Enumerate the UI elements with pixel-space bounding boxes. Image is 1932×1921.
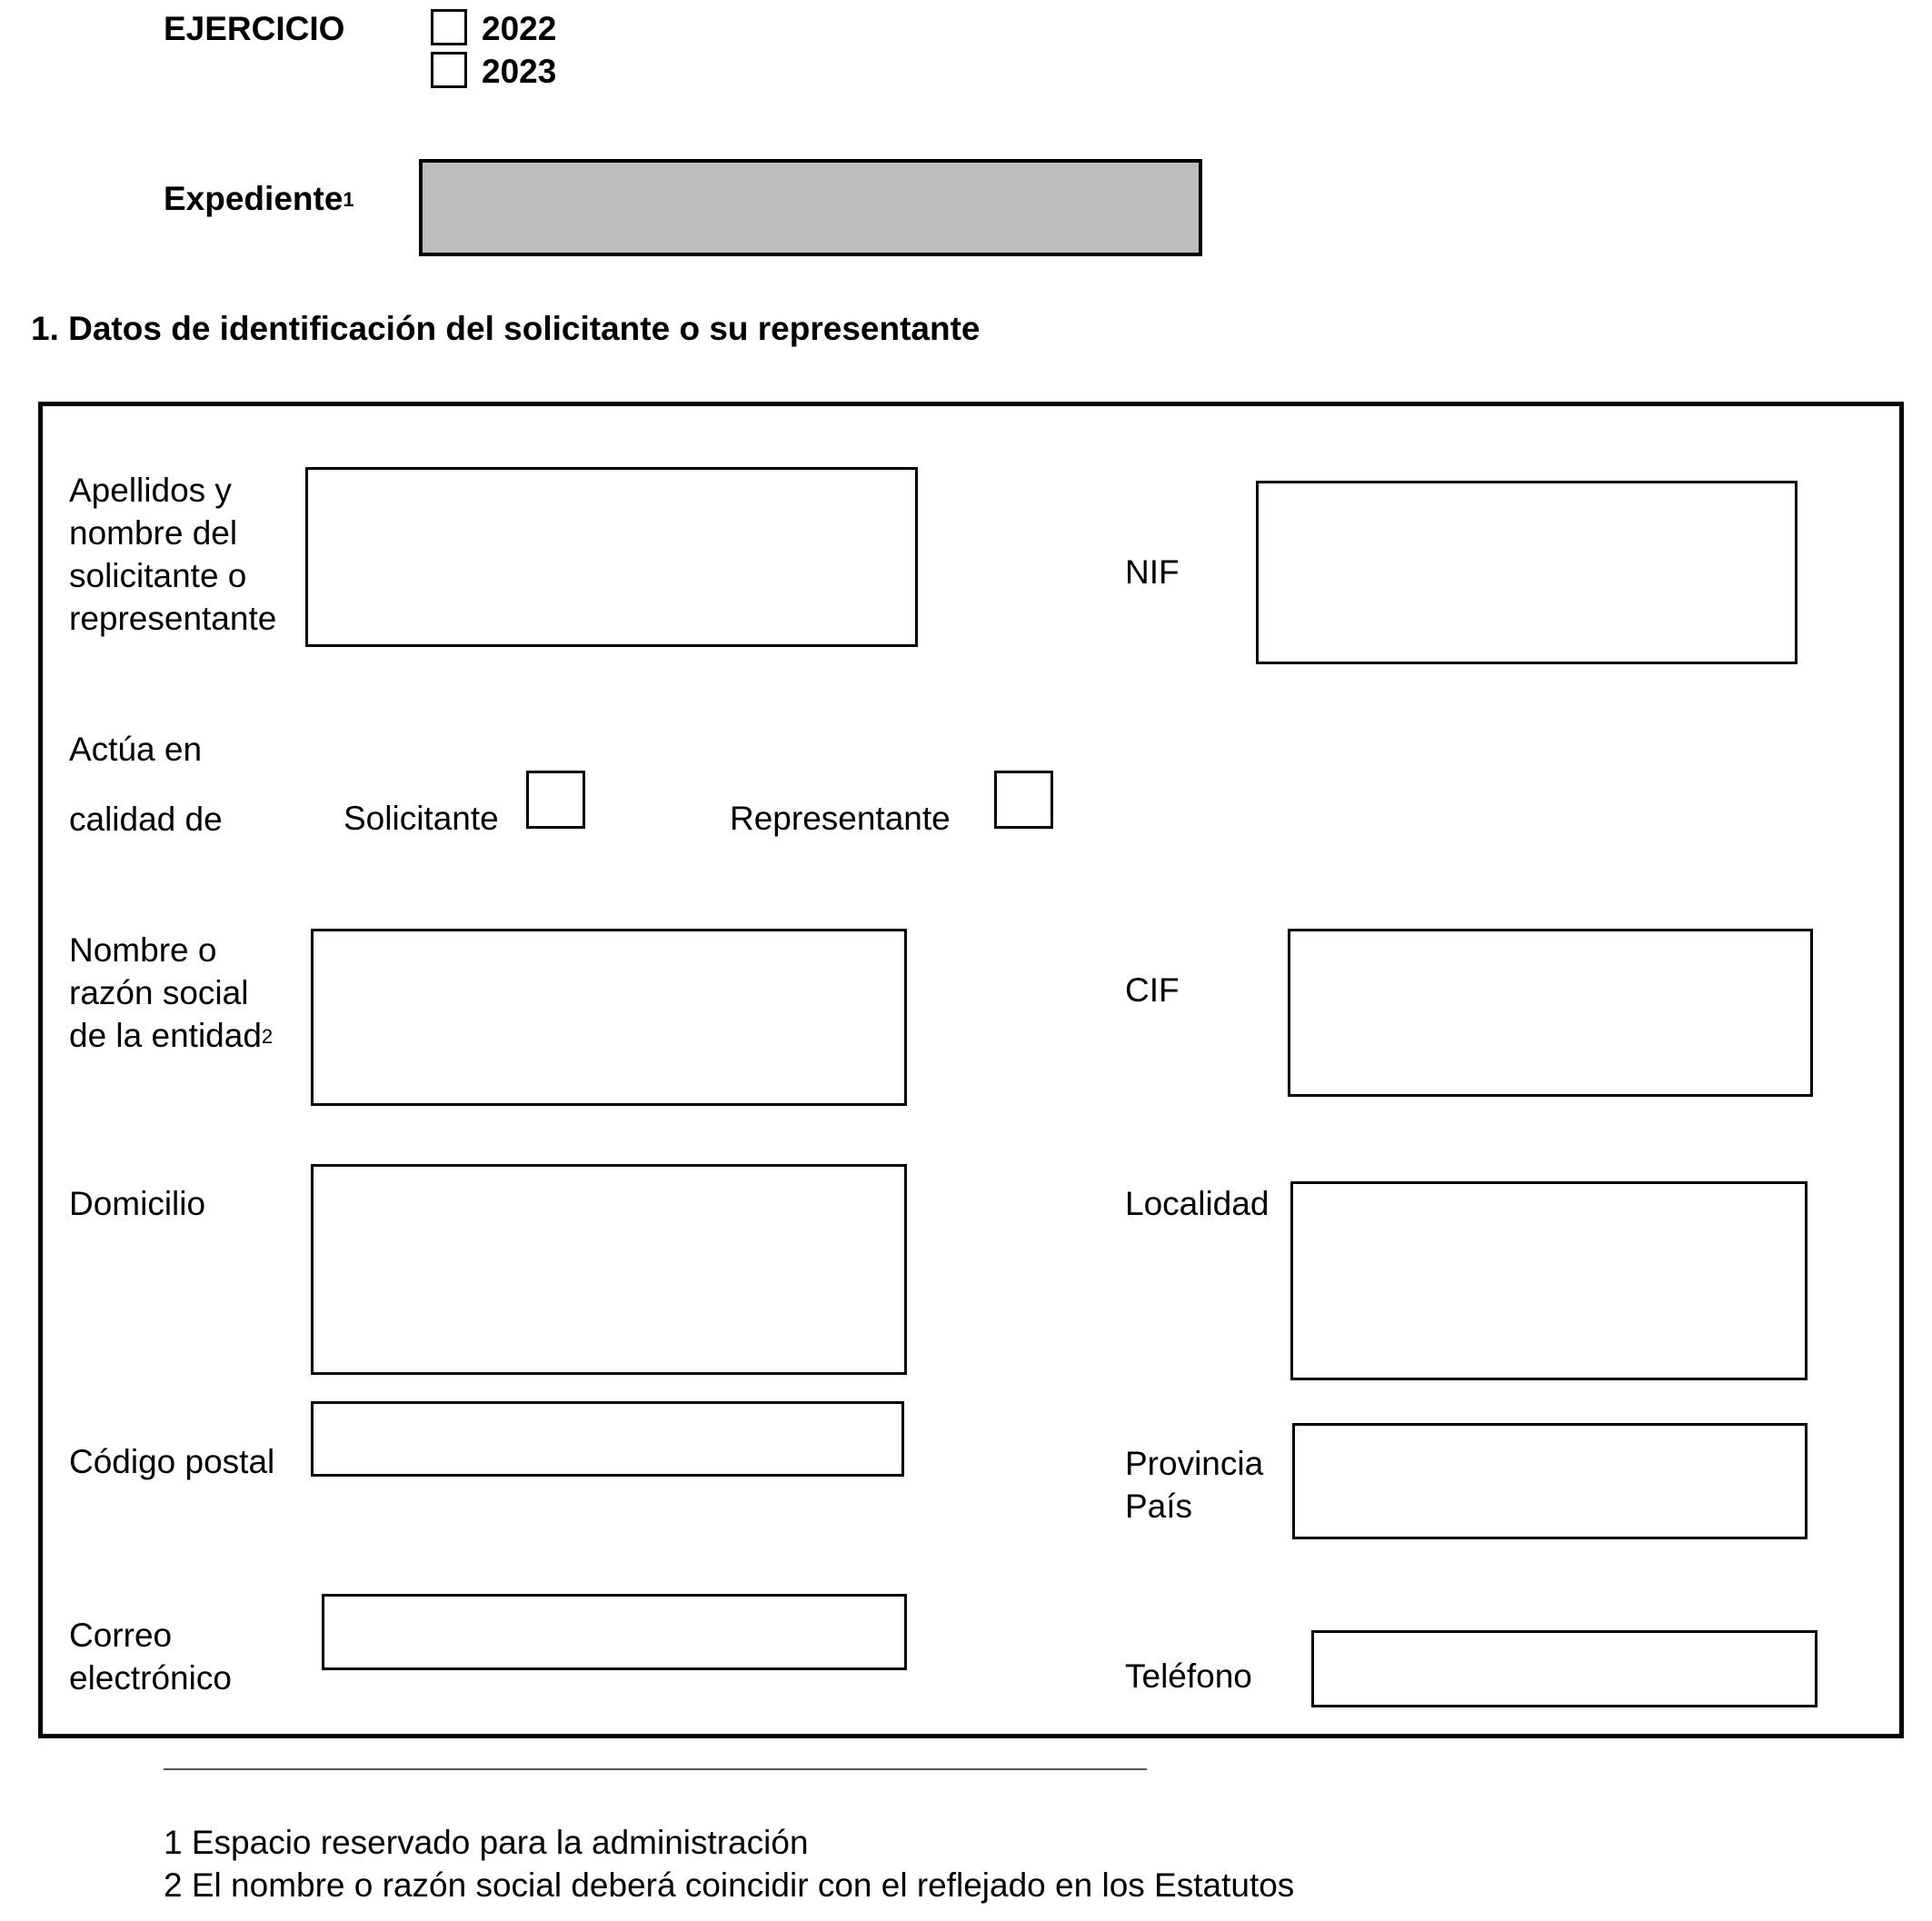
telefono-label: Teléfono <box>1125 1657 1252 1695</box>
year-2023-checkbox[interactable] <box>431 52 467 88</box>
domicilio-label: Domicilio <box>69 1185 206 1222</box>
representante-option-label: Representante <box>730 800 951 837</box>
solicitante-option-label: Solicitante <box>344 800 499 837</box>
domicilio-field[interactable] <box>311 1164 907 1375</box>
nombre-entidad-label: Nombre o razón social de la entidad$^2$ <box>69 931 274 1054</box>
telefono-field[interactable] <box>1311 1630 1817 1707</box>
footnote-1: 1 Espacio reservado para la administración <box>164 1824 809 1861</box>
expediente-field[interactable] <box>419 159 1202 256</box>
year-2022-label: 2022 <box>482 10 557 47</box>
localidad-label: Localidad <box>1125 1185 1270 1222</box>
apellidos-field[interactable] <box>305 467 918 647</box>
actua-label-line2: calidad de <box>69 801 223 838</box>
actua-label-line1: Actúa en <box>69 731 203 768</box>
nif-field[interactable] <box>1256 481 1798 664</box>
cif-label: CIF <box>1125 971 1180 1009</box>
solicitante-checkbox[interactable] <box>526 771 585 829</box>
cif-field[interactable] <box>1288 929 1813 1097</box>
apellidos-label: Apellidos y nombre del solicitante o representante <box>69 472 277 637</box>
footnote-2: 2 El nombre o razón social deberá coincidir con el reflejado en los Estatutos <box>164 1866 1295 1904</box>
codigo-postal-field[interactable] <box>311 1401 904 1477</box>
codigo-postal-label: Código postal <box>69 1443 275 1480</box>
nif-label: NIF <box>1125 553 1180 591</box>
expediente-label: Expediente$^1$ <box>164 180 354 217</box>
correo-label: Correo electrónico <box>69 1617 232 1697</box>
nombre-entidad-field[interactable] <box>311 929 907 1106</box>
provincia-pais-field[interactable] <box>1292 1423 1808 1539</box>
year-2023-label: 2023 <box>482 53 557 90</box>
section-1-title: 1. Datos de identificación del solicitante o su representante <box>31 310 981 347</box>
year-2022-checkbox[interactable] <box>431 9 467 45</box>
provincia-pais-label: Provincia País <box>1125 1445 1264 1525</box>
footnote-ref-2: 2 <box>261 1025 274 1048</box>
footnote-ref-1: 1 <box>343 188 354 211</box>
localidad-field[interactable] <box>1290 1181 1808 1380</box>
footnote-separator <box>164 1768 1147 1770</box>
representante-checkbox[interactable] <box>994 771 1053 829</box>
ejercicio-label: EJERCICIO <box>164 10 345 47</box>
correo-field[interactable] <box>322 1594 907 1670</box>
